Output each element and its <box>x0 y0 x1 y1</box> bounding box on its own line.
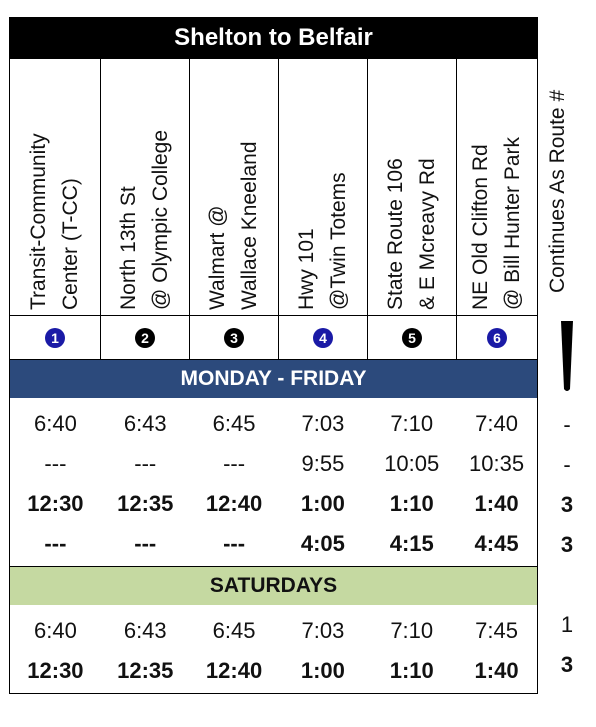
stop-name-line1: State Route 106 <box>383 158 407 310</box>
stop-number-cell <box>457 316 538 360</box>
trip-time: 6:43 <box>123 411 167 436</box>
trip-row <box>10 444 537 484</box>
stop-number-row <box>9 316 538 360</box>
saturday-trips <box>9 605 538 694</box>
trip-time: 12:30 <box>27 658 84 683</box>
stop-name-line1: Walmart @ <box>205 205 229 310</box>
trip-time: 12:35 <box>117 658 174 683</box>
stop-name-line1: NE Old Clifton Rd <box>468 144 492 310</box>
saturday-band: SATURDAYS <box>9 567 538 605</box>
trip-time: 4:15 <box>389 531 434 556</box>
trip-time: 6:43 <box>123 618 167 643</box>
wedge-marker-icon <box>538 315 596 395</box>
continues-route-value: 3 <box>560 652 574 677</box>
weekday-band: MONDAY - FRIDAY <box>9 360 538 398</box>
trip-time: 9:55 <box>301 451 345 476</box>
stop-header-4 <box>279 59 368 316</box>
stop-number-badge: 3 <box>224 328 244 348</box>
continues-label: Continues As Route # <box>546 89 569 293</box>
stop-number-badge: 2 <box>135 328 155 348</box>
continues-route-value: 3 <box>560 492 574 517</box>
trip-time: 1:10 <box>389 491 434 516</box>
stop-number-cell <box>190 316 279 360</box>
stop-name <box>202 65 268 310</box>
trip-time: 1:40 <box>474 658 519 683</box>
trip-time: 1:40 <box>474 491 519 516</box>
stop-header-6 <box>457 59 538 316</box>
stop-name-line2: @ Bill Hunter Park <box>500 136 524 310</box>
trip-row <box>10 611 537 651</box>
trip-time: 12:35 <box>117 491 174 516</box>
stop-number-cell <box>368 316 457 360</box>
trip-time: 6:40 <box>34 618 77 643</box>
stop-name-line2: @Twin Totems <box>326 172 350 310</box>
trip-time: --- <box>223 531 246 556</box>
stop-header-3 <box>190 59 279 316</box>
trip-time: 6:40 <box>34 411 77 436</box>
trip-time: --- <box>44 451 67 476</box>
trip-row <box>10 404 537 444</box>
trip-time: 7:03 <box>301 411 345 436</box>
stop-name-line2: & E Mcreavy Rd <box>415 158 439 310</box>
continues-label-wrap <box>546 19 586 317</box>
trip-time: --- <box>44 531 67 556</box>
stop-name <box>380 65 446 310</box>
trip-time: 7:40 <box>475 411 518 436</box>
stop-name <box>465 65 531 310</box>
trip-time: 7:03 <box>301 618 345 643</box>
trip-time: 6:45 <box>212 618 256 643</box>
schedule-table <box>9 17 538 694</box>
trip-row <box>10 484 537 524</box>
trip-time: 1:00 <box>300 658 345 683</box>
trip-time: 4:05 <box>300 531 345 556</box>
stop-name-line1: Hwy 101 <box>294 228 318 310</box>
stop-name-line1: Transit-Community <box>26 133 50 310</box>
stop-name <box>113 65 179 310</box>
trip-time: 7:10 <box>390 618 434 643</box>
stop-name-line2: Center (T-CC) <box>58 178 82 310</box>
stop-header-5 <box>368 59 457 316</box>
trip-time: --- <box>134 531 157 556</box>
trip-time: 7:45 <box>475 618 518 643</box>
stop-header-row <box>9 59 538 316</box>
stop-name-line2: Wallace Kneeland <box>237 141 261 310</box>
stop-number-badge: 5 <box>402 328 422 348</box>
stop-header-2 <box>101 59 190 316</box>
route-title: Shelton to Belfair <box>9 17 538 59</box>
weekday-trips <box>9 398 538 567</box>
stop-number-cell <box>101 316 190 360</box>
continues-route-value: - <box>563 412 571 437</box>
trip-time: 7:10 <box>390 411 434 436</box>
stop-header-1 <box>10 59 101 316</box>
trip-time: 4:45 <box>474 531 519 556</box>
trip-time: 6:45 <box>212 411 256 436</box>
trip-time: 12:30 <box>27 491 84 516</box>
stop-number-badge: 1 <box>45 328 65 348</box>
stop-number-cell <box>10 316 101 360</box>
stop-name-line2: @ Olympic College <box>148 129 172 310</box>
stop-number-badge: 6 <box>487 328 507 348</box>
continues-route-value: 1 <box>560 612 574 637</box>
trip-time: 10:05 <box>384 451 440 476</box>
trip-time: 1:00 <box>300 491 345 516</box>
trip-row <box>10 651 537 691</box>
trip-row <box>10 524 537 564</box>
stop-number-badge: 4 <box>313 328 333 348</box>
stop-name <box>291 65 357 310</box>
stop-number-cell <box>279 316 368 360</box>
trip-time: --- <box>134 451 157 476</box>
trip-time: 1:10 <box>389 658 434 683</box>
continues-route-value: - <box>563 452 571 477</box>
stop-name <box>23 65 89 310</box>
trip-time: 12:40 <box>205 491 263 516</box>
continues-route-value: 3 <box>560 532 574 557</box>
stop-name-line1: North 13th St <box>116 186 140 310</box>
trip-time: 12:40 <box>205 658 263 683</box>
trip-time: 10:35 <box>469 451 525 476</box>
trip-time: --- <box>223 451 246 476</box>
